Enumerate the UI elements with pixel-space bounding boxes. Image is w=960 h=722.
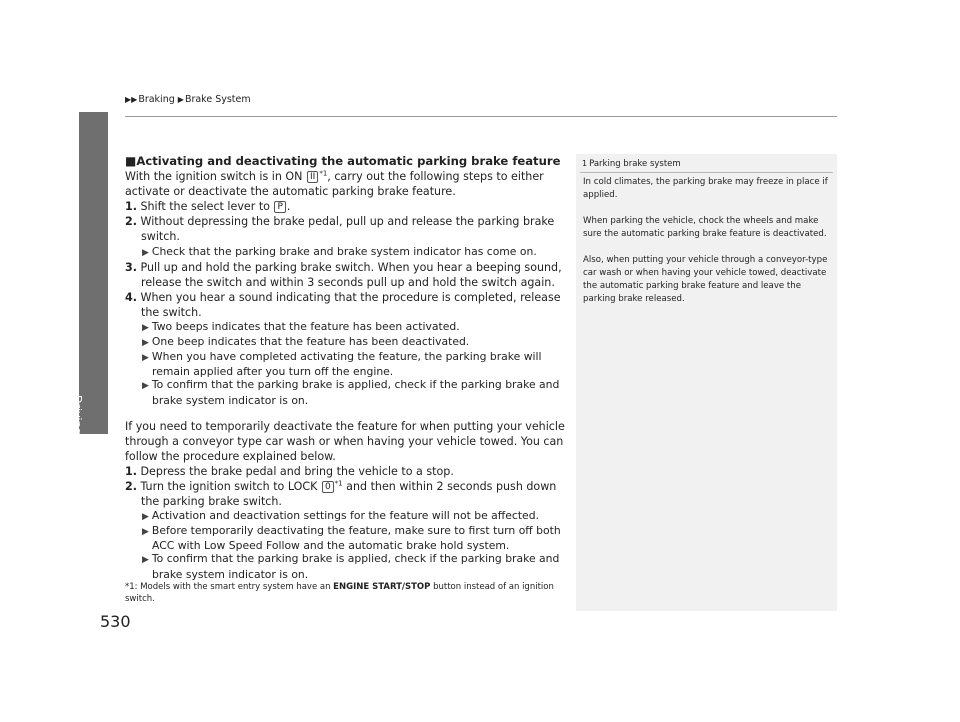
breadcrumb <box>125 94 251 105</box>
arrow-icon: ▶ <box>142 323 149 334</box>
step-note: ▶ To confirm that the parking brake is applied, check if the parking brake and brake system indicator is on. <box>142 552 560 581</box>
sidebar-paragraph: Also, when putting your vehicle through a conveyor-type car wash or when having your vehicle towed, deactivate the automatic parking brake feature and leave the parking brake released. <box>583 255 828 304</box>
arrow-icon: ▶ <box>142 353 149 364</box>
section-heading: ■Activating and deactivating the automatic parking brake feature <box>125 154 561 168</box>
arrow-icon: ▶ <box>142 338 149 349</box>
temp-step: 1. Depress the brake pedal and bring the vehicle to a stop. <box>125 464 454 478</box>
main-content <box>125 154 565 605</box>
step-note: ▶ When you have completed activating the feature, the parking brake will remain applied after you turn off the engine. <box>142 350 542 379</box>
side-tab <box>79 112 108 434</box>
sidebar-note <box>576 154 837 611</box>
side-tab-label: Driving <box>71 395 84 435</box>
temp-intro: If you need to temporarily deactivate the feature for when putting your vehicle through a conveyor type car wash or when having your vehicle towed. You can follow the procedure explained below. <box>125 419 565 463</box>
section-intro: With the ignition switch is in ON II $^{*1}$, carry out the following steps to either activate or deactivate the automatic parking brake feature. <box>125 169 544 199</box>
step-note: ▶ Check that the parking brake and brake system indicator has come on. <box>142 244 537 258</box>
park-key-icon: P <box>274 201 285 213</box>
activation-step: 2. Without depressing the brake pedal, pull up and release the parking brake switch. <box>125 215 555 244</box>
ignition-key-icon: II <box>307 171 318 183</box>
page-number: 530 <box>100 612 131 631</box>
breadcrumb-item-braking[interactable]: Braking <box>138 94 175 105</box>
arrow-icon: ▶ <box>142 381 149 392</box>
sidebar-title: 1 Parking brake system <box>582 159 681 169</box>
sidebar-divider <box>580 172 833 173</box>
sidebar-body <box>583 176 829 319</box>
sidebar-paragraph: In cold climates, the parking brake may freeze in place if applied. <box>583 177 828 200</box>
temp-step: 2. Turn the ignition switch to LOCK 0 $^{*1}$ and then within 2 seconds push down the parking brake switch. <box>125 479 557 509</box>
breadcrumb-item-brake-system[interactable]: Brake System <box>184 94 251 105</box>
footnote: *1: Models with the smart entry system have an ENGINE START/STOP button instead of an ignition switch. <box>125 581 554 604</box>
sidebar-paragraph: When parking the vehicle, chock the wheels and make sure the automatic parking brake feature is deactivated. <box>583 216 827 239</box>
reference-marker-icon: 1 <box>582 159 588 168</box>
activation-step: 4. When you hear a sound indicating that the procedure is completed, release the switch. <box>125 290 561 319</box>
step-note: ▶ To confirm that the parking brake is applied, check if the parking brake and brake system indicator is on. <box>142 378 560 407</box>
step-note: ▶ Two beeps indicates that the feature has been activated. <box>142 320 460 334</box>
breadcrumb-arrow-icon: ▶▶ <box>125 95 138 104</box>
arrow-icon: ▶ <box>142 247 149 258</box>
step-note: ▶ Before temporarily deactivating the feature, make sure to first turn off both ACC with Low Speed Follow and the automatic brake hold system. <box>142 524 561 553</box>
arrow-icon: ▶ <box>142 555 149 566</box>
square-bullet-icon: ■ <box>125 154 137 168</box>
header-rule <box>125 116 837 117</box>
step-note: ▶ Activation and deactivation settings for the feature will not be affected. <box>142 509 539 523</box>
breadcrumb-arrow-icon: ▶ <box>177 95 184 104</box>
step-note: ▶ One beep indicates that the feature has been deactivated. <box>142 335 470 349</box>
lock-key-icon: 0 <box>322 481 334 493</box>
activation-step: 3. Pull up and hold the parking brake switch. When you hear a beeping sound, release the switch and within 3 seconds pull up and hold the switch again. <box>125 260 562 289</box>
arrow-icon: ▶ <box>142 527 149 538</box>
arrow-icon: ▶ <box>142 512 149 523</box>
activation-step: 1. Shift the select lever to P . <box>125 200 291 214</box>
